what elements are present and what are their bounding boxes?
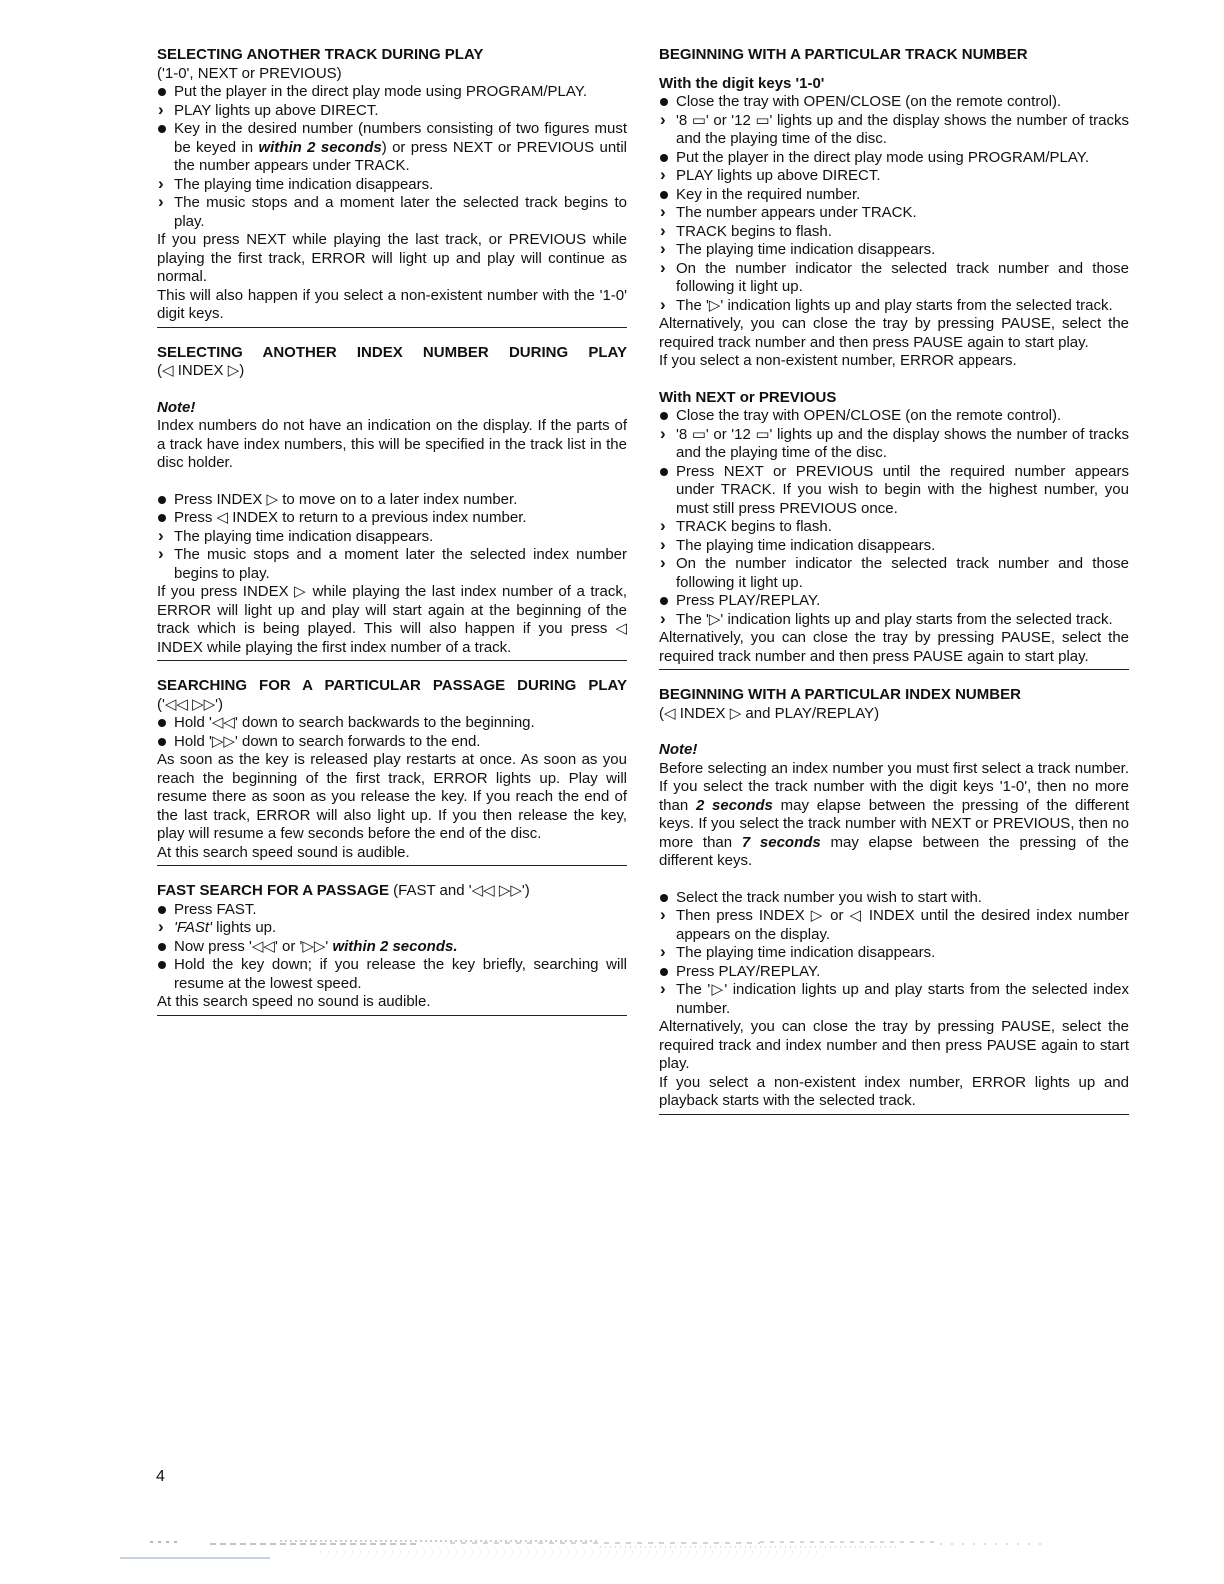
list-item: The playing time indication disappears.	[676, 944, 936, 961]
section-subtitle: ('1-0', NEXT or PREVIOUS)	[157, 64, 342, 82]
left-column	[157, 46, 627, 1032]
section-searching-passage	[157, 677, 627, 866]
section-begin-track	[659, 46, 1129, 670]
paragraph: If you press NEXT while playing the last track, or PREVIOUS while playing the first track, ERROR will light up and play will continue as normal.	[157, 231, 627, 285]
paragraph: If you select a non-existent index number, ERROR lights up and playback starts with the selected track.	[659, 1073, 1129, 1109]
paragraph: At this search speed sound is audible.	[157, 843, 410, 861]
list-item: The music stops and a moment later the selected track begins to play.	[174, 194, 627, 230]
list-item: The '▷' indication lights up and play starts from the selected track.	[676, 296, 1113, 314]
list-item: The '▷' indication lights up and play starts from the selected track.	[676, 610, 1113, 628]
list-item: Press PLAY/REPLAY.	[676, 592, 821, 609]
subsection-title: With the digit keys '1-0'	[659, 74, 825, 92]
section-subtitle: (◁ INDEX ▷ and PLAY/REPLAY)	[659, 704, 880, 722]
note-text: Index numbers do not have an indication on the display. If the parts of a track have index numbers, this will be specified in the track list in the disc holder.	[157, 417, 627, 471]
section-selecting-index	[157, 344, 627, 662]
list-item: PLAY lights up above DIRECT.	[676, 167, 881, 184]
paragraph: If you press INDEX ▷ while playing the last index number of a track, ERROR will light up and play will start again at the beginning of the track which is being played. This will also happen if you press ◁ INDEX while playing the first index number of a track.	[157, 583, 627, 656]
paragraph: Alternatively, you can close the tray by pressing PAUSE, select the required track and index number and then press PAUSE again to start play.	[659, 1018, 1129, 1072]
list-item: TRACK begins to flash.	[676, 222, 832, 240]
paragraph: This will also happen if you select a non-existent number with the '1-0' digit keys.	[157, 286, 627, 322]
list-item: On the number indicator the selected track number and those following it light up.	[676, 555, 1129, 591]
list-item: The playing time indication disappears.	[174, 527, 434, 545]
section-fast-search	[157, 882, 627, 1016]
list-item: 'FASt' lights up.	[174, 919, 277, 936]
list-item: Key in the required number.	[676, 185, 861, 203]
list-item: TRACK begins to flash.	[676, 518, 832, 535]
list-item: Then press INDEX ▷ or ◁ INDEX until the desired index number appears on the display.	[676, 907, 1129, 943]
section-selecting-track	[157, 46, 627, 328]
section-title: BEGINNING WITH A PARTICULAR INDEX NUMBER	[659, 686, 1021, 703]
list-item: Press ◁ INDEX to return to a previous index number.	[174, 509, 527, 526]
list-item: The '▷' indication lights up and play starts from the selected index number.	[676, 981, 1129, 1017]
list-item: The music stops and a moment later the selected index number begins to play.	[174, 546, 627, 582]
paragraph: As soon as the key is released play restarts at once. As soon as you reach the beginning of the first track, ERROR lights up. Play will resume there as soon as you release the key. If you reach the end of the last track, ERROR will also light up. If you then release the key, play will resume a few seconds before the end of the disc.	[157, 751, 627, 842]
list-item: '8 ▭' or '12 ▭' lights up and the display shows the number of tracks and the playing time of the disc.	[676, 425, 1129, 461]
subsection-title: With NEXT or PREVIOUS	[659, 388, 837, 406]
paragraph: If you select a non-existent number, ERROR appears.	[659, 352, 1017, 369]
section-subtitle: (◁ INDEX ▷)	[157, 362, 245, 379]
section-subtitle: ('◁◁ ▷▷')	[157, 695, 224, 713]
list-item: Now press '◁◁' or '▷▷' within 2 seconds.	[174, 937, 458, 955]
list-item: Close the tray with OPEN/CLOSE (on the remote control).	[676, 93, 1062, 110]
list-item: Hold the key down; if you release the key briefly, searching will resume at the lowest speed.	[174, 956, 627, 992]
note-label: Note!	[157, 398, 196, 416]
list-item: Key in the desired number (numbers consisting of two figures must be keyed in within 2 seconds) or press NEXT or PREVIOUS until the number appears under TRACK.	[174, 120, 628, 174]
page-number: 4	[156, 1468, 165, 1485]
section-title: SELECTING ANOTHER INDEX NUMBER DURING PLAY	[157, 343, 627, 361]
list-item: Put the player in the direct play mode using PROGRAM/PLAY.	[174, 83, 587, 100]
list-item: Select the track number you wish to start with.	[676, 888, 982, 906]
list-item: PLAY lights up above DIRECT.	[174, 101, 379, 119]
section-title: BEGINNING WITH A PARTICULAR TRACK NUMBER	[659, 46, 1028, 63]
list-item: Hold '▷▷' down to search forwards to the end.	[174, 732, 481, 750]
list-item: On the number indicator the selected track number and those following it light up.	[676, 259, 1129, 295]
note-text: Before selecting an index number you must first select a track number. If you select the track number with the digit keys '1-0', then no more than 2 seconds may elapse between the pressing of the different keys. If you select the track number with NEXT or PREVIOUS, then no more than 7 seconds may elapse between the pressing of the different keys.	[659, 759, 1129, 869]
paragraph: At this search speed no sound is audible.	[157, 993, 431, 1010]
list-item: '8 ▭' or '12 ▭' lights up and the display shows the number of tracks and the playing time of the disc.	[676, 111, 1129, 147]
section-title: FAST SEARCH FOR A PASSAGE (FAST and '◁◁ ▷▷')	[157, 882, 530, 899]
list-item: The playing time indication disappears.	[676, 536, 936, 554]
list-item: Press FAST.	[174, 900, 257, 918]
list-item: Press PLAY/REPLAY.	[676, 962, 821, 980]
list-item: The playing time indication disappears.	[174, 175, 434, 193]
list-item: Press INDEX ▷ to move on to a later index number.	[174, 490, 518, 508]
scan-noise-decoration	[120, 1538, 1100, 1568]
right-column	[659, 46, 1129, 1131]
note-label: Note!	[659, 741, 698, 758]
list-item: Press NEXT or PREVIOUS until the required number appears under TRACK. If you wish to begin with the highest number, you must still press PREVIOUS once.	[676, 462, 1129, 517]
list-item: Put the player in the direct play mode using PROGRAM/PLAY.	[676, 148, 1089, 166]
list-item: Close the tray with OPEN/CLOSE (on the remote control).	[676, 407, 1062, 424]
list-item: The number appears under TRACK.	[676, 204, 917, 221]
paragraph: Alternatively, you can close the tray by pressing PAUSE, select the required track number and then press PAUSE again to start play.	[659, 629, 1129, 665]
section-title: SELECTING ANOTHER TRACK DURING PLAY	[157, 46, 484, 63]
list-item: The playing time indication disappears.	[676, 241, 936, 258]
section-begin-index	[659, 686, 1129, 1115]
paragraph: Alternatively, you can close the tray by pressing PAUSE, select the required track number and then press PAUSE again to start play.	[659, 315, 1129, 351]
list-item: Hold '◁◁' down to search backwards to the beginning.	[174, 714, 535, 731]
section-title: SEARCHING FOR A PARTICULAR PASSAGE DURING PLAY	[157, 677, 627, 694]
